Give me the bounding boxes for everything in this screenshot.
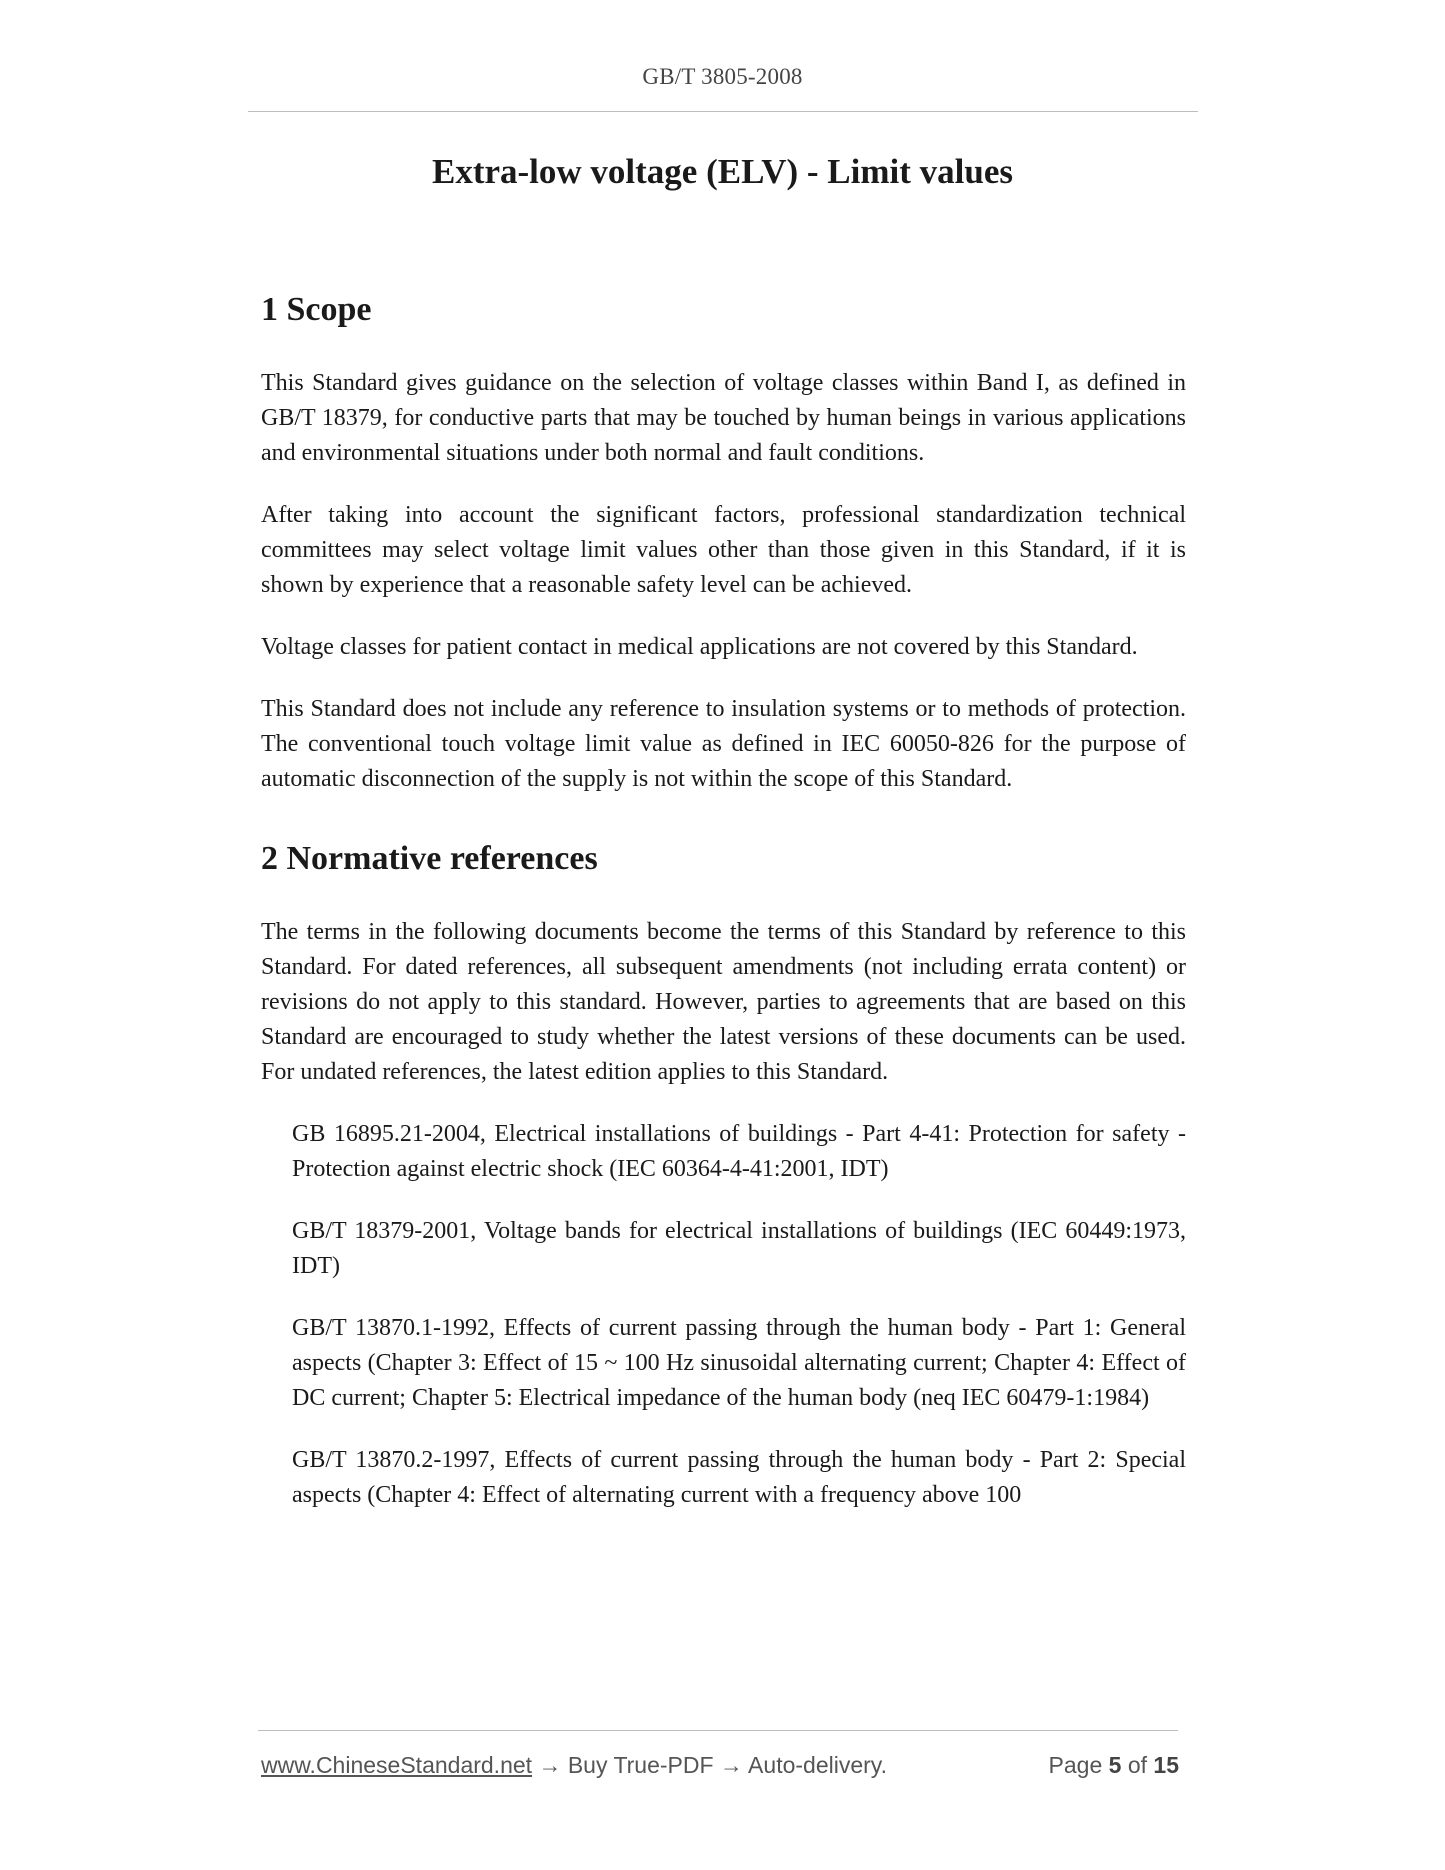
footer-promo: [261, 1752, 887, 1779]
scope-paragraph-2: After taking into account the significant factors, professional standardization technical committees may select voltage limit values other than those given in this Standard, if it is shown by experience that a reasonable safety level can be achieved.: [261, 502, 1186, 598]
footer-tagline: → Buy True-PDF → Auto-delivery.: [532, 1752, 887, 1778]
scope-paragraph-4: This Standard does not include any reference to insulation systems or to methods of protection. The conventional touch voltage limit value as defined in IEC 60050-826 for the purpose of automatic disconnection of the supply is not within the scope of this Standard.: [261, 696, 1186, 792]
header-divider: [248, 111, 1198, 112]
scope-paragraph-3: Voltage classes for patient contact in medical applications are not covered by this Standard.: [261, 634, 1138, 660]
reference-item: GB/T 18379-2001, Voltage bands for electrical installations of buildings (IEC 60449:1973, IDT): [292, 1218, 1186, 1279]
reference-item: GB 16895.21-2004, Electrical installations of buildings - Part 4-41: Protection for safety - Protection against electric shock (IEC 60364-4-41:2001, IDT): [292, 1121, 1186, 1182]
page-label: Page: [1048, 1752, 1103, 1778]
references-intro: The terms in the following documents become the terms of this Standard by reference to this Standard. For dated references, all subsequent amendments (not including errata content) or revisions do not apply to this standard. However, parties to agreements that are based on this Standard are encouraged to study whether the latest versions of these documents can be used. For undated references, the latest edition applies to this Standard.: [261, 919, 1186, 1085]
reference-item: GB/T 13870.1-1992, Effects of current passing through the human body - Part 1: General aspects (Chapter 3: Effect of 15 ~ 100 Hz sinusoidal alternating current; Chapter 4: Effect of DC current; Chapter 5: Electrical impedance of the human body (neq IEC 60479-1:1984): [292, 1315, 1186, 1411]
page-number: [1049, 1752, 1179, 1779]
footer-divider: [258, 1730, 1178, 1731]
website-link[interactable]: www.ChineseStandard.net: [261, 1752, 533, 1778]
page-total: 15: [1153, 1752, 1179, 1778]
section-heading-scope: 1 Scope: [261, 291, 372, 328]
running-header: GB/T 3805-2008: [642, 64, 803, 89]
scope-paragraph-1: This Standard gives guidance on the selection of voltage classes within Band I, as defined in GB/T 18379, for conductive parts that may be touched by human beings in various applications and environmental situations under both normal and fault conditions.: [261, 370, 1186, 466]
page-of-label: of: [1127, 1752, 1148, 1778]
reference-item: GB/T 13870.2-1997, Effects of current passing through the human body - Part 2: Special aspects (Chapter 4: Effect of alternating current with a frequency above 100: [292, 1447, 1186, 1508]
document-body: [261, 288, 1186, 1540]
section-heading-normative-references: 2 Normative references: [261, 840, 598, 877]
page-current: 5: [1108, 1752, 1122, 1778]
document-title: Extra-low voltage (ELV) - Limit values: [431, 152, 1014, 191]
